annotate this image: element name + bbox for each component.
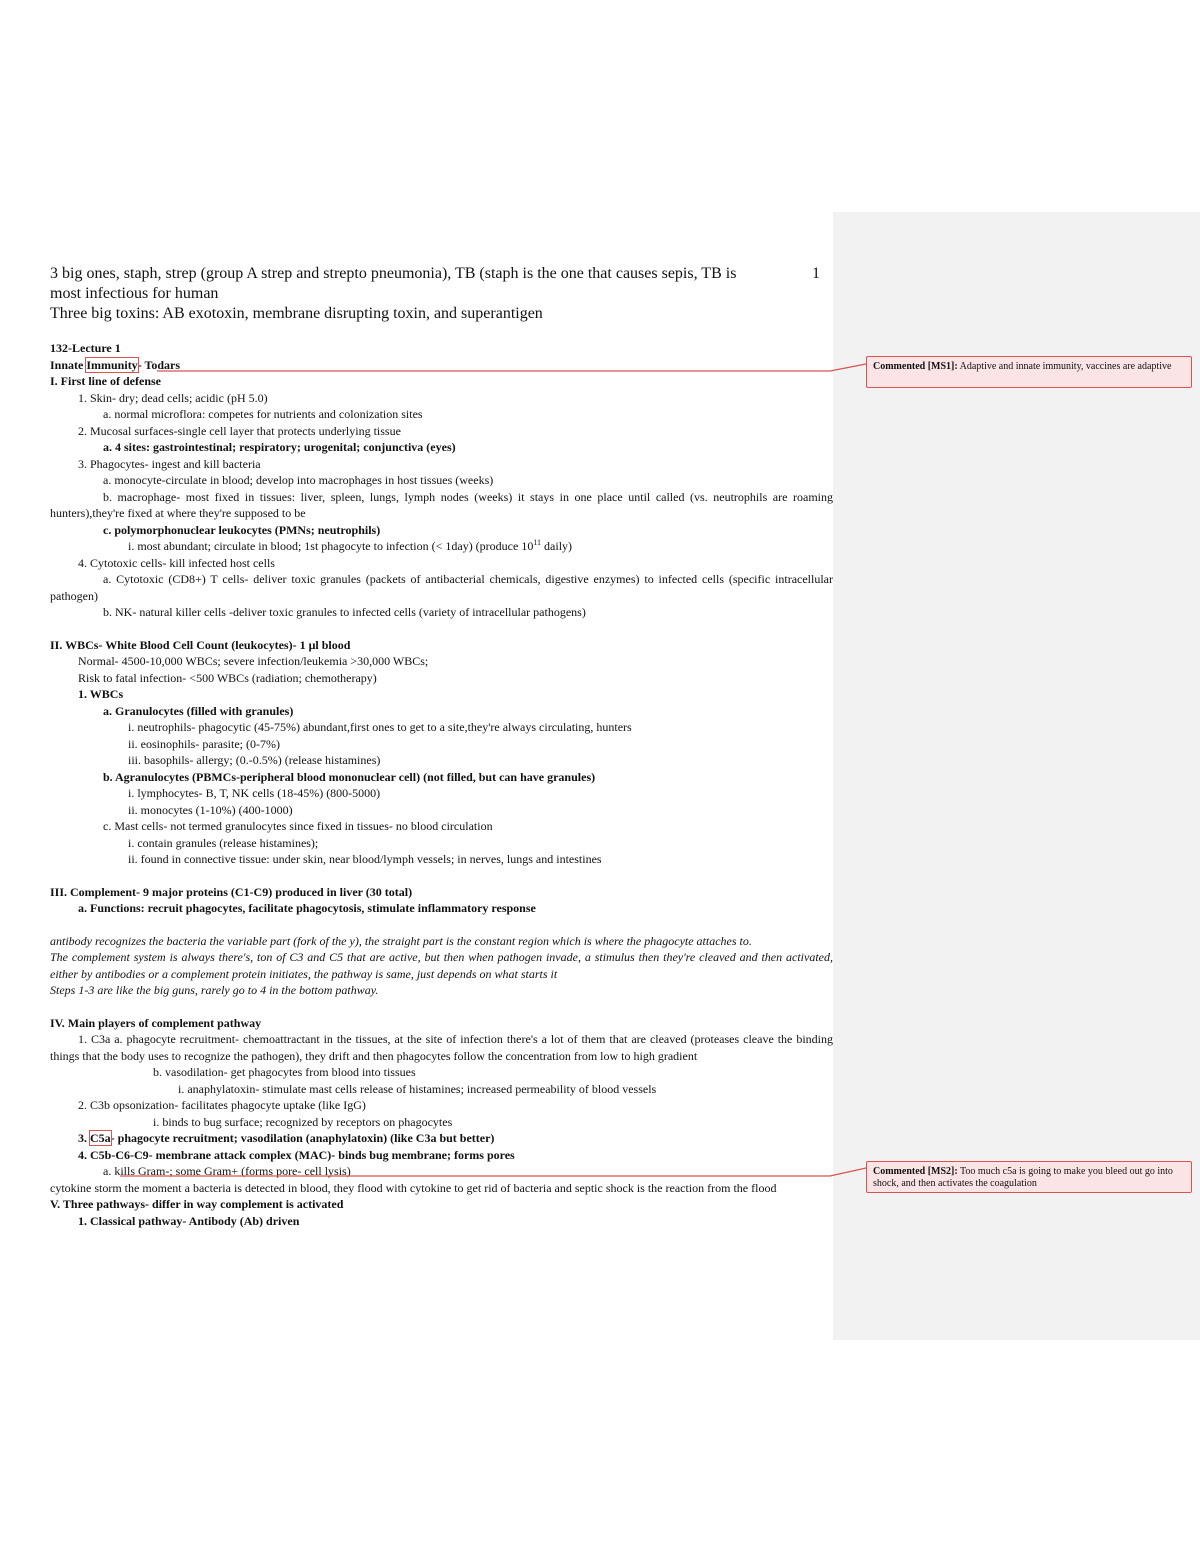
pmn-i-line[interactable] xyxy=(50,538,833,555)
mast-i-line[interactable]: i. contain granules (release histamines); xyxy=(128,835,319,850)
c3b-i-line[interactable]: i. binds to bug surface; recognized by receptors on phagocytes xyxy=(153,1114,453,1129)
section-4-title[interactable]: IV. Main players of complement pathway xyxy=(50,1015,262,1030)
c5a-line[interactable] xyxy=(50,1130,833,1147)
functions-line[interactable]: a. Functions: recruit phagocytes, facilitate phagocytosis, stimulate inflammatory response xyxy=(78,901,536,915)
title-heading[interactable] xyxy=(50,357,833,374)
mucosal-line[interactable]: 2. Mucosal surfaces-single cell layer that protects underlying tissue xyxy=(78,423,401,438)
course-heading[interactable]: 132-Lecture 1 xyxy=(50,341,121,355)
section-5-title[interactable]: V. Three pathways- differ in way complement is activated xyxy=(50,1197,344,1211)
comment-balloon-ms1[interactable] xyxy=(866,356,1192,388)
c5a-pre: 3. xyxy=(78,1131,90,1145)
commented-text-c5a[interactable]: C5a xyxy=(90,1131,111,1145)
spacer xyxy=(50,621,833,637)
cytotoxic-a-line[interactable]: a. Cytotoxic (CD8+) T cells- deliver toxic granules (packets of antibacterial chemicals, digestive enzymes) to infected cells (specific intracellular pathogen) xyxy=(50,572,833,603)
comment-tag: Commented [MS2]: xyxy=(873,1166,958,1177)
c3a-line[interactable]: 1. C3a a. phagocyte recruitment- chemoattractant in the tissues, at the site of infection there's a lot of them that are cleaved (proteases cleave the binding things that the body uses to recognize the pathogen), they drift and then phagocytes follow the concentration from low to high gradient xyxy=(50,1032,833,1063)
intro-line-3[interactable]: Three big toxins: AB exotoxin, membrane disrupting toxin, and superantigen xyxy=(50,305,543,322)
comment-text: Too much c5a is going to make you bleed out go into shock, and then activates the coagulation xyxy=(873,1166,1173,1189)
mac-a-line[interactable]: a. kills Gram-; some Gram+ (forms pore- cell lysis) xyxy=(103,1164,351,1178)
title-post: - Todars xyxy=(137,357,181,372)
c5a-post: - phagocyte recruitment; vasodilation (anaphylatoxin) (like C3a but better) xyxy=(110,1131,495,1145)
classical-pathway-line[interactable]: 1. Classical pathway- Antibody (Ab) driven xyxy=(78,1213,300,1228)
mucosal-a-line[interactable]: a. 4 sites: gastrointestinal; respiratory; urogenital; conjunctiva (eyes) xyxy=(103,440,456,454)
comment-text: Adaptive and innate immunity, vaccines are adaptive xyxy=(957,361,1172,372)
monocytes-line[interactable]: ii. monocytes (1-10%) (400-1000) xyxy=(128,802,293,817)
spacer xyxy=(50,999,833,1015)
section-1-title[interactable]: I. First line of defense xyxy=(50,374,161,388)
pmn-i-pre: i. most abundant; circulate in blood; 1st phagocyte to infection (< 1day) (produce 10 xyxy=(128,539,534,553)
comment-tag: Commented [MS1]: xyxy=(873,361,958,372)
spacer xyxy=(50,917,833,933)
phagocytes-line[interactable]: 3. Phagocytes- ingest and kill bacteria xyxy=(78,456,261,471)
c3a-b-line[interactable]: b. vasodilation- get phagocytes from blood into tissues xyxy=(153,1065,416,1079)
page-number: 1 xyxy=(812,265,820,282)
pmn-i-exponent: 11 xyxy=(533,538,542,547)
intro-line-1[interactable]: 3 big ones, staph, strep (group A strep and strepto pneumonia), TB (staph is the one that causes sepis, TB is xyxy=(50,265,737,282)
mast-ii-line[interactable]: ii. found in connective tissue: under skin, near blood/lymph vessels; in nerves, lungs and intestines xyxy=(128,852,602,866)
macrophage-line[interactable]: b. macrophage- most fixed in tissues: liver, spleen, lungs, lymph nodes (weeks) it stays in one place until called (vs. neutrophils are roaming hunters),they're fixed at where they're supposed to be xyxy=(50,489,833,520)
pmn-line[interactable]: c. polymorphonuclear leukocytes (PMNs; neutrophils) xyxy=(103,522,381,537)
comment-balloon-ms2[interactable] xyxy=(866,1161,1192,1193)
agranulocytes-line[interactable]: b. Agranulocytes (PBMCs-peripheral blood mononuclear cell) (not filled, but can have granules) xyxy=(103,769,596,784)
section-3-title[interactable]: III. Complement- 9 major proteins (C1-C9) produced in liver (30 total) xyxy=(50,884,413,899)
skin-a-line[interactable]: a. normal microflora: competes for nutrients and colonization sites xyxy=(103,407,423,421)
section-2-title[interactable]: II. WBCs- White Blood Cell Count (leukocytes)- 1 μl blood xyxy=(50,637,351,652)
lecture-body xyxy=(50,340,833,1229)
mac-line[interactable]: 4. C5b-C6-C9- membrane attack complex (MAC)- binds bug membrane; forms pores xyxy=(78,1147,515,1162)
granulocytes-line[interactable]: a. Granulocytes (filled with granules) xyxy=(103,703,294,718)
intro-line-2[interactable]: most infectious for human xyxy=(50,285,219,302)
intro-notes xyxy=(50,264,820,324)
c3a-b-i-line[interactable]: i. anaphylatoxin- stimulate mast cells release of histamines; increased permeability of blood vessels xyxy=(178,1081,657,1096)
monocyte-line[interactable]: a. monocyte-circulate in blood; develop into macrophages in host tissues (weeks) xyxy=(103,473,494,487)
note-complement-system[interactable]: The complement system is always there's, ton of C3 and C5 that are active, but then when pathogen invade, a stimulus then they're cleaved and then activated, either by antibodies or a complement protein initiates, the pathway is same, just depends on what starts it xyxy=(50,950,833,981)
wbcs-line[interactable]: 1. WBCs xyxy=(78,687,124,701)
eosinophils-line[interactable]: ii. eosinophils- parasite; (0-7%) xyxy=(128,736,280,751)
lymphocytes-line[interactable]: i. lymphocytes- B, T, NK cells (18-45%) (800-5000) xyxy=(128,786,381,800)
note-steps[interactable]: Steps 1-3 are like the big guns, rarely go to 4 in the bottom pathway. xyxy=(50,983,379,997)
note-antibody[interactable]: antibody recognizes the bacteria the variable part (fork of the y), the straight part is the constant region which is where the phagocyte attaches to. xyxy=(50,933,752,948)
risk-line[interactable]: Risk to fatal infection- <500 WBCs (radiation; chemotherapy) xyxy=(78,670,377,685)
cytokine-storm-line[interactable]: cytokine storm the moment a bacteria is detected in blood, they flood with cytokine to get rid of bacteria and septic shock is the reaction from the flood xyxy=(50,1180,777,1195)
c3b-line[interactable]: 2. C3b opsonization- facilitates phagocyte uptake (like IgG) xyxy=(78,1098,366,1112)
cytotoxic-b-line[interactable]: b. NK- natural killer cells -deliver toxic granules to infected cells (variety of intracellular pathogens) xyxy=(103,605,586,619)
cytotoxic-line[interactable]: 4. Cytotoxic cells- kill infected host cells xyxy=(78,555,275,570)
pmn-i-post: daily) xyxy=(541,539,573,553)
spacer xyxy=(50,868,833,884)
commented-text-immunity[interactable]: Immunity xyxy=(86,357,138,372)
neutrophils-line[interactable]: i. neutrophils- phagocytic (45-75%) abundant,first ones to get to a site,they're always circulating, hunters xyxy=(128,720,632,734)
mast-cells-line[interactable]: c. Mast cells- not termed granulocytes since fixed in tissues- no blood circulation xyxy=(103,819,493,833)
skin-line[interactable]: 1. Skin- dry; dead cells; acidic (pH 5.0) xyxy=(78,390,268,405)
basophils-line[interactable]: iii. basophils- allergy; (0.-0.5%) (release histamines) xyxy=(128,753,381,767)
title-pre: Innate xyxy=(50,357,87,372)
normal-wbc-line[interactable]: Normal- 4500-10,000 WBCs; severe infection/leukemia >30,000 WBCs; xyxy=(78,654,429,668)
